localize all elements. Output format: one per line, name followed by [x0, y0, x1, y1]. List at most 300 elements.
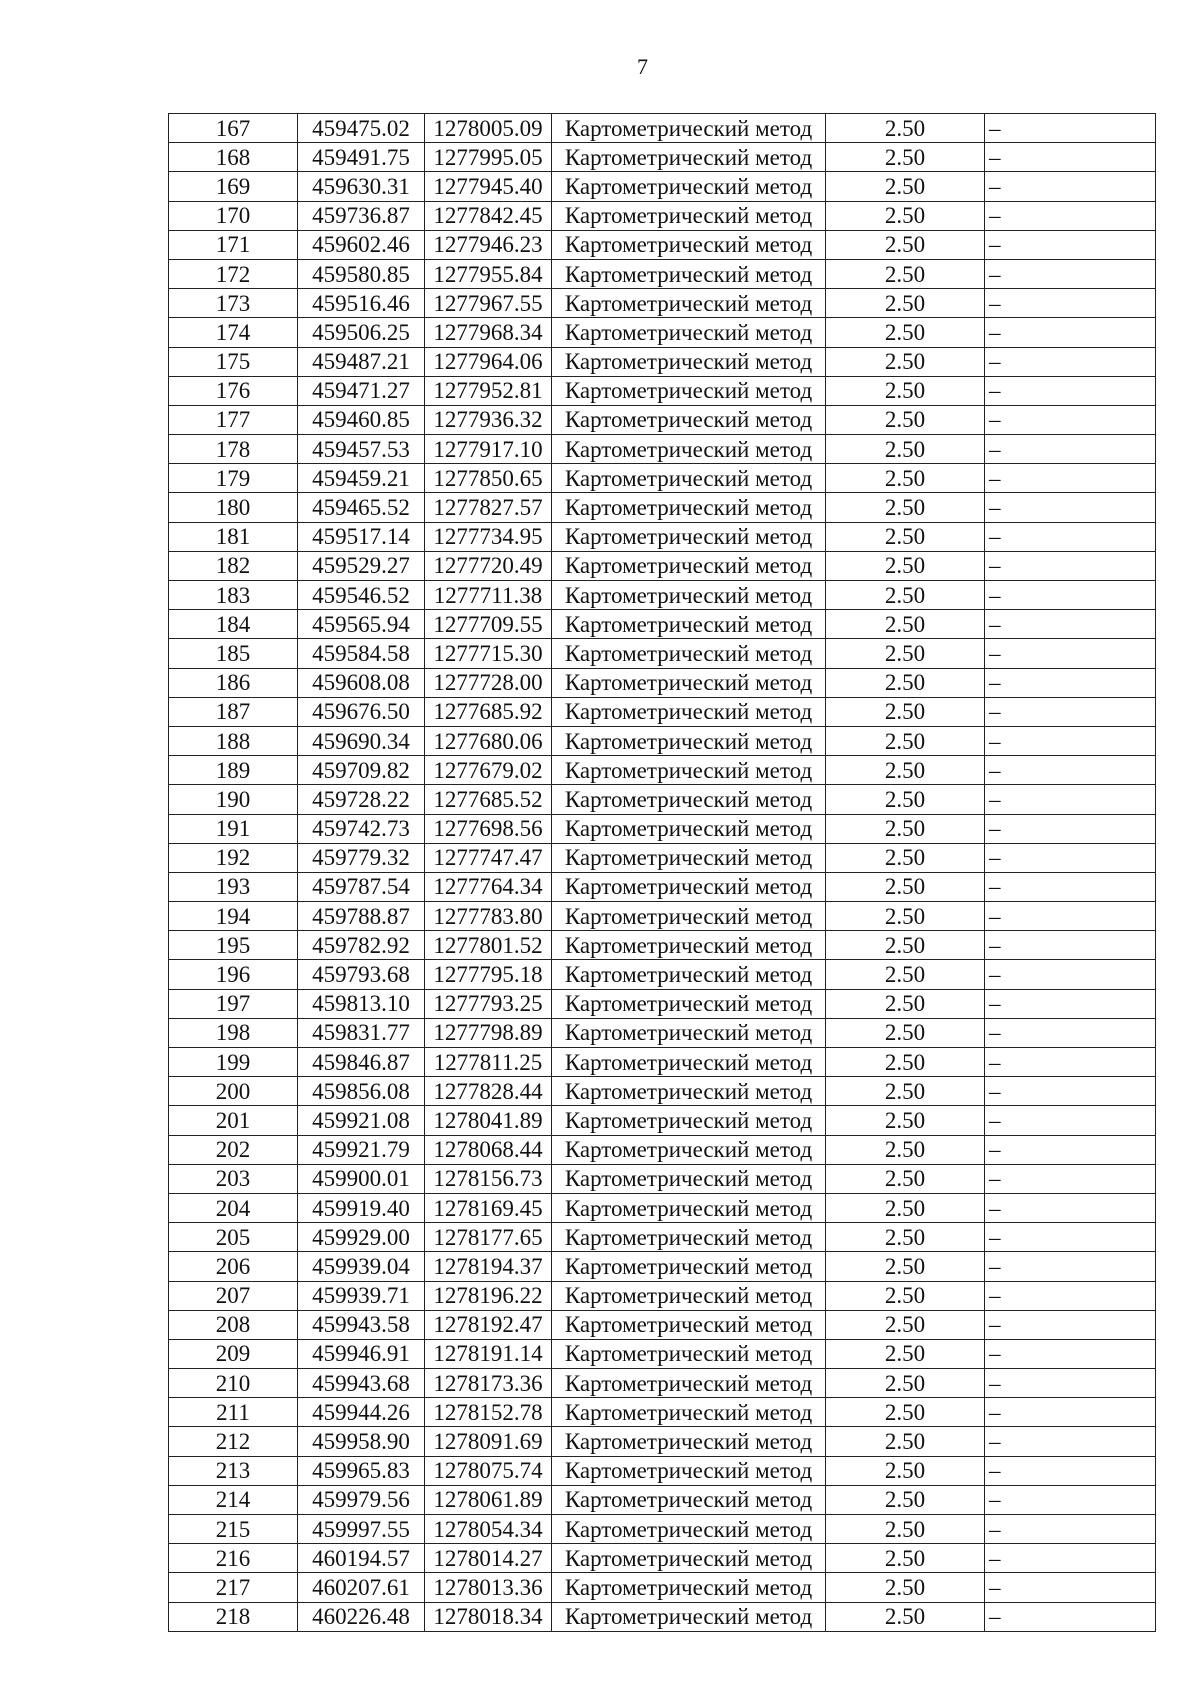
point-number-cell: 178 — [169, 435, 298, 464]
y-coordinate-cell: 1277955.84 — [425, 259, 552, 288]
description-cell: – — [985, 1077, 1156, 1106]
point-number-cell: 180 — [169, 493, 298, 522]
y-coordinate-cell: 1278196.22 — [425, 1281, 552, 1310]
y-coordinate-cell: 1278005.09 — [425, 114, 552, 143]
method-cell: Картометрический метод — [552, 318, 826, 347]
x-coordinate-cell: 459813.10 — [298, 989, 425, 1018]
point-number-cell: 207 — [169, 1281, 298, 1310]
table-row — [169, 1427, 1156, 1456]
point-number-cell: 206 — [169, 1252, 298, 1281]
description-cell: – — [985, 230, 1156, 259]
accuracy-cell: 2.50 — [826, 668, 985, 697]
y-coordinate-cell: 1277680.06 — [425, 726, 552, 755]
description-cell: – — [985, 435, 1156, 464]
table-row — [169, 639, 1156, 668]
description-cell: – — [985, 493, 1156, 522]
description-cell: – — [985, 114, 1156, 143]
accuracy-cell: 2.50 — [826, 697, 985, 726]
table-row — [169, 697, 1156, 726]
accuracy-cell: 2.50 — [826, 464, 985, 493]
point-number-cell: 203 — [169, 1164, 298, 1193]
table-row — [169, 1077, 1156, 1106]
method-cell: Картометрический метод — [552, 1369, 826, 1398]
point-number-cell: 197 — [169, 989, 298, 1018]
accuracy-cell: 2.50 — [826, 201, 985, 230]
description-cell: – — [985, 259, 1156, 288]
accuracy-cell: 2.50 — [826, 960, 985, 989]
x-coordinate-cell: 459728.22 — [298, 785, 425, 814]
y-coordinate-cell: 1277842.45 — [425, 201, 552, 230]
x-coordinate-cell: 459709.82 — [298, 756, 425, 785]
table-row — [169, 464, 1156, 493]
table-row — [169, 143, 1156, 172]
y-coordinate-cell: 1277685.92 — [425, 697, 552, 726]
table-row — [169, 1164, 1156, 1193]
accuracy-cell: 2.50 — [826, 1193, 985, 1222]
y-coordinate-cell: 1278169.45 — [425, 1193, 552, 1222]
table-row — [169, 289, 1156, 318]
x-coordinate-cell: 459529.27 — [298, 551, 425, 580]
table-row — [169, 1018, 1156, 1047]
accuracy-cell: 2.50 — [826, 259, 985, 288]
method-cell: Картометрический метод — [552, 872, 826, 901]
accuracy-cell: 2.50 — [826, 435, 985, 464]
table-row — [169, 1193, 1156, 1222]
method-cell: Картометрический метод — [552, 289, 826, 318]
table-row — [169, 610, 1156, 639]
description-cell: – — [985, 1164, 1156, 1193]
accuracy-cell: 2.50 — [826, 1077, 985, 1106]
y-coordinate-cell: 1278018.34 — [425, 1602, 552, 1631]
method-cell: Картометрический метод — [552, 843, 826, 872]
point-number-cell: 186 — [169, 668, 298, 697]
accuracy-cell: 2.50 — [826, 1339, 985, 1368]
description-cell: – — [985, 668, 1156, 697]
accuracy-cell: 2.50 — [826, 289, 985, 318]
description-cell: – — [985, 1369, 1156, 1398]
method-cell: Картометрический метод — [552, 1164, 826, 1193]
y-coordinate-cell: 1278192.47 — [425, 1310, 552, 1339]
accuracy-cell: 2.50 — [826, 230, 985, 259]
y-coordinate-cell: 1278173.36 — [425, 1369, 552, 1398]
x-coordinate-cell: 459787.54 — [298, 872, 425, 901]
table-row — [169, 1310, 1156, 1339]
point-number-cell: 213 — [169, 1456, 298, 1485]
point-number-cell: 172 — [169, 259, 298, 288]
accuracy-cell: 2.50 — [826, 843, 985, 872]
accuracy-cell: 2.50 — [826, 1164, 985, 1193]
x-coordinate-cell: 460226.48 — [298, 1602, 425, 1631]
accuracy-cell: 2.50 — [826, 639, 985, 668]
table-row — [169, 989, 1156, 1018]
description-cell: – — [985, 172, 1156, 201]
y-coordinate-cell: 1277715.30 — [425, 639, 552, 668]
table-row — [169, 1281, 1156, 1310]
table-row — [169, 1573, 1156, 1602]
table-row — [169, 405, 1156, 434]
y-coordinate-cell: 1277811.25 — [425, 1048, 552, 1077]
accuracy-cell: 2.50 — [826, 405, 985, 434]
x-coordinate-cell: 459690.34 — [298, 726, 425, 755]
x-coordinate-cell: 459580.85 — [298, 259, 425, 288]
y-coordinate-cell: 1277679.02 — [425, 756, 552, 785]
point-number-cell: 173 — [169, 289, 298, 318]
description-cell: – — [985, 1573, 1156, 1602]
accuracy-cell: 2.50 — [826, 1223, 985, 1252]
accuracy-cell: 2.50 — [826, 1135, 985, 1164]
description-cell: – — [985, 1281, 1156, 1310]
description-cell: – — [985, 1602, 1156, 1631]
point-number-cell: 184 — [169, 610, 298, 639]
table-row — [169, 1602, 1156, 1631]
x-coordinate-cell: 459779.32 — [298, 843, 425, 872]
accuracy-cell: 2.50 — [826, 143, 985, 172]
accuracy-cell: 2.50 — [826, 1369, 985, 1398]
point-number-cell: 171 — [169, 230, 298, 259]
point-number-cell: 183 — [169, 581, 298, 610]
method-cell: Картометрический метод — [552, 1427, 826, 1456]
method-cell: Картометрический метод — [552, 668, 826, 697]
description-cell: – — [985, 814, 1156, 843]
point-number-cell: 210 — [169, 1369, 298, 1398]
method-cell: Картометрический метод — [552, 201, 826, 230]
y-coordinate-cell: 1278191.14 — [425, 1339, 552, 1368]
y-coordinate-cell: 1277698.56 — [425, 814, 552, 843]
description-cell: – — [985, 610, 1156, 639]
table-row — [169, 1048, 1156, 1077]
description-cell: – — [985, 318, 1156, 347]
accuracy-cell: 2.50 — [826, 318, 985, 347]
y-coordinate-cell: 1277764.34 — [425, 872, 552, 901]
description-cell: – — [985, 931, 1156, 960]
y-coordinate-cell: 1278194.37 — [425, 1252, 552, 1281]
y-coordinate-cell: 1278075.74 — [425, 1456, 552, 1485]
method-cell: Картометрический метод — [552, 1106, 826, 1135]
table-row — [169, 1339, 1156, 1368]
point-number-cell: 193 — [169, 872, 298, 901]
description-cell: – — [985, 201, 1156, 230]
point-number-cell: 211 — [169, 1398, 298, 1427]
x-coordinate-cell: 459846.87 — [298, 1048, 425, 1077]
y-coordinate-cell: 1277995.05 — [425, 143, 552, 172]
x-coordinate-cell: 460194.57 — [298, 1544, 425, 1573]
y-coordinate-cell: 1278041.89 — [425, 1106, 552, 1135]
y-coordinate-cell: 1278156.73 — [425, 1164, 552, 1193]
point-number-cell: 179 — [169, 464, 298, 493]
x-coordinate-cell: 459506.25 — [298, 318, 425, 347]
point-number-cell: 200 — [169, 1077, 298, 1106]
point-number-cell: 177 — [169, 405, 298, 434]
description-cell: – — [985, 902, 1156, 931]
method-cell: Картометрический метод — [552, 347, 826, 376]
point-number-cell: 196 — [169, 960, 298, 989]
method-cell: Картометрический метод — [552, 960, 826, 989]
accuracy-cell: 2.50 — [826, 610, 985, 639]
method-cell: Картометрический метод — [552, 1135, 826, 1164]
description-cell: – — [985, 843, 1156, 872]
y-coordinate-cell: 1277946.23 — [425, 230, 552, 259]
description-cell: – — [985, 989, 1156, 1018]
description-cell: – — [985, 405, 1156, 434]
accuracy-cell: 2.50 — [826, 1398, 985, 1427]
x-coordinate-cell: 459965.83 — [298, 1456, 425, 1485]
table-row — [169, 756, 1156, 785]
description-cell: – — [985, 726, 1156, 755]
accuracy-cell: 2.50 — [826, 756, 985, 785]
table-row — [169, 522, 1156, 551]
method-cell: Картометрический метод — [552, 1281, 826, 1310]
description-cell: – — [985, 1252, 1156, 1281]
method-cell: Картометрический метод — [552, 522, 826, 551]
method-cell: Картометрический метод — [552, 785, 826, 814]
point-number-cell: 176 — [169, 376, 298, 405]
table-row — [169, 726, 1156, 755]
method-cell: Картометрический метод — [552, 1515, 826, 1544]
point-number-cell: 181 — [169, 522, 298, 551]
table-row — [169, 347, 1156, 376]
accuracy-cell: 2.50 — [826, 1018, 985, 1047]
point-number-cell: 185 — [169, 639, 298, 668]
point-number-cell: 214 — [169, 1485, 298, 1514]
y-coordinate-cell: 1277734.95 — [425, 522, 552, 551]
method-cell: Картометрический метод — [552, 1485, 826, 1514]
table-row — [169, 1106, 1156, 1135]
table-row — [169, 1369, 1156, 1398]
method-cell: Картометрический метод — [552, 493, 826, 522]
method-cell: Картометрический метод — [552, 1252, 826, 1281]
coordinates-table — [168, 113, 1156, 1632]
x-coordinate-cell: 459491.75 — [298, 143, 425, 172]
y-coordinate-cell: 1277801.52 — [425, 931, 552, 960]
description-cell: – — [985, 639, 1156, 668]
x-coordinate-cell: 459944.26 — [298, 1398, 425, 1427]
x-coordinate-cell: 459788.87 — [298, 902, 425, 931]
x-coordinate-cell: 459459.21 — [298, 464, 425, 493]
x-coordinate-cell: 459856.08 — [298, 1077, 425, 1106]
point-number-cell: 175 — [169, 347, 298, 376]
method-cell: Картометрический метод — [552, 1544, 826, 1573]
x-coordinate-cell: 459921.08 — [298, 1106, 425, 1135]
point-number-cell: 187 — [169, 697, 298, 726]
y-coordinate-cell: 1277720.49 — [425, 551, 552, 580]
method-cell: Картометрический метод — [552, 1310, 826, 1339]
point-number-cell: 195 — [169, 931, 298, 960]
method-cell: Картометрический метод — [552, 1602, 826, 1631]
description-cell: – — [985, 1456, 1156, 1485]
method-cell: Картометрический метод — [552, 464, 826, 493]
point-number-cell: 216 — [169, 1544, 298, 1573]
accuracy-cell: 2.50 — [826, 522, 985, 551]
point-number-cell: 188 — [169, 726, 298, 755]
x-coordinate-cell: 460207.61 — [298, 1573, 425, 1602]
x-coordinate-cell: 459939.71 — [298, 1281, 425, 1310]
y-coordinate-cell: 1277783.80 — [425, 902, 552, 931]
x-coordinate-cell: 459979.56 — [298, 1485, 425, 1514]
method-cell: Картометрический метод — [552, 1456, 826, 1485]
point-number-cell: 170 — [169, 201, 298, 230]
table-row — [169, 1398, 1156, 1427]
table-row — [169, 785, 1156, 814]
accuracy-cell: 2.50 — [826, 1310, 985, 1339]
table-row — [169, 1485, 1156, 1514]
x-coordinate-cell: 459921.79 — [298, 1135, 425, 1164]
method-cell: Картометрический метод — [552, 1048, 826, 1077]
table-row — [169, 318, 1156, 347]
point-number-cell: 202 — [169, 1135, 298, 1164]
y-coordinate-cell: 1277711.38 — [425, 581, 552, 610]
table-row — [169, 1456, 1156, 1485]
point-number-cell: 205 — [169, 1223, 298, 1252]
point-number-cell: 198 — [169, 1018, 298, 1047]
accuracy-cell: 2.50 — [826, 902, 985, 931]
accuracy-cell: 2.50 — [826, 814, 985, 843]
x-coordinate-cell: 459900.01 — [298, 1164, 425, 1193]
y-coordinate-cell: 1277828.44 — [425, 1077, 552, 1106]
y-coordinate-cell: 1277917.10 — [425, 435, 552, 464]
table-row — [169, 376, 1156, 405]
method-cell: Картометрический метод — [552, 814, 826, 843]
point-number-cell: 212 — [169, 1427, 298, 1456]
x-coordinate-cell: 459471.27 — [298, 376, 425, 405]
y-coordinate-cell: 1278177.65 — [425, 1223, 552, 1252]
x-coordinate-cell: 459939.04 — [298, 1252, 425, 1281]
y-coordinate-cell: 1277795.18 — [425, 960, 552, 989]
x-coordinate-cell: 459546.52 — [298, 581, 425, 610]
description-cell: – — [985, 1485, 1156, 1514]
x-coordinate-cell: 459487.21 — [298, 347, 425, 376]
y-coordinate-cell: 1278068.44 — [425, 1135, 552, 1164]
y-coordinate-cell: 1277964.06 — [425, 347, 552, 376]
table-row — [169, 201, 1156, 230]
y-coordinate-cell: 1277968.34 — [425, 318, 552, 347]
accuracy-cell: 2.50 — [826, 1048, 985, 1077]
accuracy-cell: 2.50 — [826, 376, 985, 405]
point-number-cell: 169 — [169, 172, 298, 201]
description-cell: – — [985, 785, 1156, 814]
table-row — [169, 1544, 1156, 1573]
description-cell: – — [985, 1339, 1156, 1368]
accuracy-cell: 2.50 — [826, 1281, 985, 1310]
table-row — [169, 172, 1156, 201]
method-cell: Картометрический метод — [552, 639, 826, 668]
table-row — [169, 581, 1156, 610]
accuracy-cell: 2.50 — [826, 1602, 985, 1631]
x-coordinate-cell: 459958.90 — [298, 1427, 425, 1456]
method-cell: Картометрический метод — [552, 259, 826, 288]
description-cell: – — [985, 1106, 1156, 1135]
x-coordinate-cell: 459460.85 — [298, 405, 425, 434]
description-cell: – — [985, 522, 1156, 551]
method-cell: Картометрический метод — [552, 114, 826, 143]
point-number-cell: 194 — [169, 902, 298, 931]
point-number-cell: 201 — [169, 1106, 298, 1135]
y-coordinate-cell: 1278091.69 — [425, 1427, 552, 1456]
page-number: 7 — [637, 54, 648, 79]
description-cell: – — [985, 347, 1156, 376]
description-cell: – — [985, 1193, 1156, 1222]
x-coordinate-cell: 459630.31 — [298, 172, 425, 201]
description-cell: – — [985, 756, 1156, 785]
point-number-cell: 218 — [169, 1602, 298, 1631]
accuracy-cell: 2.50 — [826, 1106, 985, 1135]
method-cell: Картометрический метод — [552, 1077, 826, 1106]
accuracy-cell: 2.50 — [826, 931, 985, 960]
x-coordinate-cell: 459602.46 — [298, 230, 425, 259]
accuracy-cell: 2.50 — [826, 1515, 985, 1544]
x-coordinate-cell: 459517.14 — [298, 522, 425, 551]
y-coordinate-cell: 1277827.57 — [425, 493, 552, 522]
table-row — [169, 435, 1156, 464]
description-cell: – — [985, 289, 1156, 318]
table-row — [169, 668, 1156, 697]
method-cell: Картометрический метод — [552, 1398, 826, 1427]
x-coordinate-cell: 459475.02 — [298, 114, 425, 143]
method-cell: Картометрический метод — [552, 989, 826, 1018]
description-cell: – — [985, 1135, 1156, 1164]
x-coordinate-cell: 459929.00 — [298, 1223, 425, 1252]
method-cell: Картометрический метод — [552, 551, 826, 580]
y-coordinate-cell: 1277793.25 — [425, 989, 552, 1018]
description-cell: – — [985, 376, 1156, 405]
y-coordinate-cell: 1278054.34 — [425, 1515, 552, 1544]
method-cell: Картометрический метод — [552, 230, 826, 259]
accuracy-cell: 2.50 — [826, 989, 985, 1018]
table-row — [169, 493, 1156, 522]
coordinates-table-container — [168, 113, 1156, 1632]
method-cell: Картометрический метод — [552, 1573, 826, 1602]
table-row — [169, 902, 1156, 931]
accuracy-cell: 2.50 — [826, 872, 985, 901]
y-coordinate-cell: 1278014.27 — [425, 1544, 552, 1573]
y-coordinate-cell: 1277952.81 — [425, 376, 552, 405]
y-coordinate-cell: 1278013.36 — [425, 1573, 552, 1602]
x-coordinate-cell: 459584.58 — [298, 639, 425, 668]
method-cell: Картометрический метод — [552, 143, 826, 172]
description-cell: – — [985, 872, 1156, 901]
description-cell: – — [985, 697, 1156, 726]
description-cell: – — [985, 1310, 1156, 1339]
description-cell: – — [985, 960, 1156, 989]
point-number-cell: 209 — [169, 1339, 298, 1368]
method-cell: Картометрический метод — [552, 931, 826, 960]
method-cell: Картометрический метод — [552, 697, 826, 726]
method-cell: Картометрический метод — [552, 1018, 826, 1047]
point-number-cell: 167 — [169, 114, 298, 143]
accuracy-cell: 2.50 — [826, 785, 985, 814]
method-cell: Картометрический метод — [552, 581, 826, 610]
table-row — [169, 872, 1156, 901]
method-cell: Картометрический метод — [552, 435, 826, 464]
x-coordinate-cell: 459736.87 — [298, 201, 425, 230]
y-coordinate-cell: 1277798.89 — [425, 1018, 552, 1047]
x-coordinate-cell: 459831.77 — [298, 1018, 425, 1047]
x-coordinate-cell: 459742.73 — [298, 814, 425, 843]
point-number-cell: 189 — [169, 756, 298, 785]
accuracy-cell: 2.50 — [826, 581, 985, 610]
point-number-cell: 199 — [169, 1048, 298, 1077]
description-cell: – — [985, 1018, 1156, 1047]
description-cell: – — [985, 1427, 1156, 1456]
description-cell: – — [985, 581, 1156, 610]
description-cell: – — [985, 1223, 1156, 1252]
accuracy-cell: 2.50 — [826, 172, 985, 201]
method-cell: Картометрический метод — [552, 1223, 826, 1252]
table-row — [169, 1515, 1156, 1544]
table-row — [169, 814, 1156, 843]
x-coordinate-cell: 459997.55 — [298, 1515, 425, 1544]
accuracy-cell: 2.50 — [826, 726, 985, 755]
method-cell: Картометрический метод — [552, 172, 826, 201]
